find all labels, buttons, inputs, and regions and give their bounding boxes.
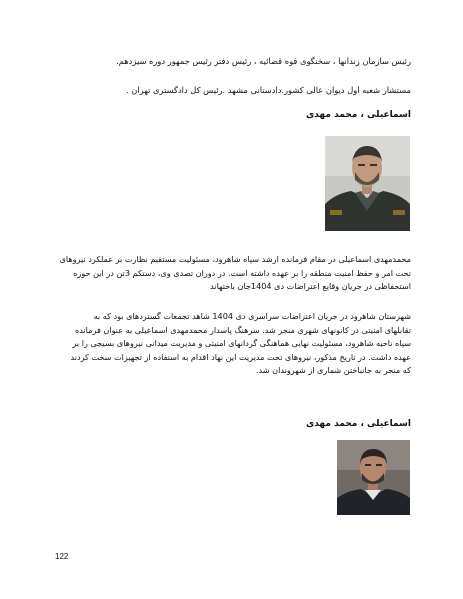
paragraph-line: شهرستان شاهرود در جریان اعتراضات سراسری دی 1404 شاهد تجمعات گستردهای بود که به [93, 311, 411, 321]
intro-line: رئیس سازمان زندانها ، سخنگوی قوه قضائیه ، رئیس دفتر رئیس جمهور دوره سیزدهم. [116, 56, 411, 66]
paragraph-line: که منجر به جانباختن شماری از شهروندان شد. [255, 365, 411, 376]
profile-name-heading: اسماعیلی ، محمد مهدی [305, 419, 411, 429]
profile-name-heading: اسماعیلی ، محمد مهدی [305, 110, 411, 120]
paragraph-line: محمدمهدی اسماعیلی در مقام فرمانده ارشد سپاه شاهرود، مسئولیت مستقیم نظارت بر عملکرد نیروهای [59, 254, 411, 264]
paragraph-line: عهده داشت. در تاریخ مذکور، نیروهای تحت مدیریت این نهاد اقدام به استفاده از تجهیزات سخت کردند [70, 351, 411, 362]
paragraph-line: تحت امر و حفظ امنیت منطقه را بر عهده داشته است. در دوران تصدی وی، دستکم 3تن در این حوزه [73, 267, 411, 278]
intro-line: مستشار شعبه اول دیوان عالی کشور.دادستانی مشهد .رئیس کل دادگستری تهران . [126, 85, 411, 95]
paragraph-line: تقابلهای امنیتی در کانونهای شهری منجر شد. سرهنگ پاسدار محمدمهدی اسماعیلی به عنوان فرمانده [74, 324, 411, 335]
profile-photo [325, 136, 410, 231]
profile-photo [337, 440, 410, 515]
paragraph-line: استحفاظی در جریان وقایع اعتراضات دی 1404جان باختهاند [210, 281, 411, 292]
page-number: 122 [55, 552, 69, 561]
profile-paragraph [46, 310, 411, 378]
profile-paragraph [46, 253, 411, 294]
paragraph-line: سپاه ناحیه شاهرود، مسئولیت نهایی هماهنگی گردانهای امنیتی و مدیریت میدانی نیروهای بسیجی را بر [72, 338, 411, 349]
